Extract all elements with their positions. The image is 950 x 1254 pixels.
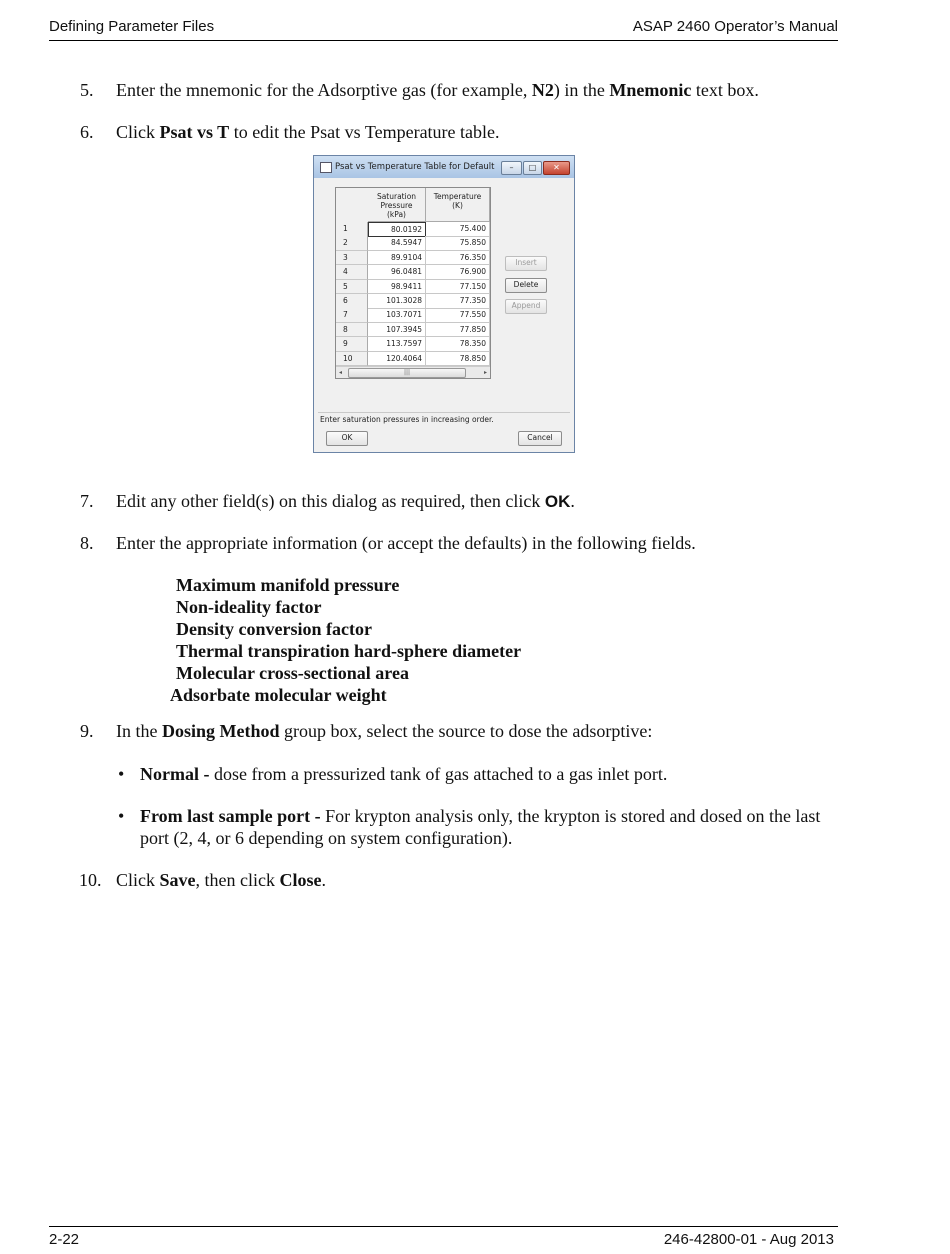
step-text: Enter the appropriate information (or accept the defaults) in the following fields. — [116, 533, 696, 553]
pressure-cell[interactable]: 96.0481 — [368, 265, 426, 280]
pressure-cell[interactable]: 103.7071 — [368, 308, 426, 323]
temperature-cell[interactable]: 78.850 — [426, 352, 490, 367]
insert-button[interactable]: Insert — [505, 256, 547, 271]
row-header[interactable]: 8 — [336, 323, 368, 338]
ok-button[interactable]: OK — [326, 431, 368, 446]
temperature-cell[interactable]: 76.900 — [426, 265, 490, 280]
temperature-cell[interactable]: 76.350 — [426, 251, 490, 266]
field-name: Thermal transpiration hard-sphere diameter — [176, 641, 522, 661]
row-header[interactable]: 7 — [336, 308, 368, 323]
bullet-dot: • — [118, 806, 125, 826]
psat-dialog — [313, 155, 575, 453]
pressure-cell[interactable]: 98.9411 — [368, 280, 426, 295]
pressure-cell[interactable]: 84.5947 — [368, 236, 426, 251]
field-name: Molecular cross-sectional area — [176, 663, 409, 683]
temperature-cell[interactable]: 77.550 — [426, 308, 490, 323]
window-icon — [320, 162, 332, 173]
column-header-temperature[interactable] — [426, 188, 490, 222]
page-header — [49, 16, 838, 41]
row-header[interactable]: 3 — [336, 251, 368, 266]
hint-text: Enter saturation pressures in increasing order. — [320, 415, 494, 424]
pressure-cell[interactable]: 80.0192 — [368, 222, 426, 237]
pressure-cell[interactable]: 107.3945 — [368, 323, 426, 338]
step-number: 9. — [80, 721, 94, 741]
step-text: Edit any other field(s) on this dialog as required, then click OK. — [116, 491, 575, 511]
bullet-text: Normal - dose from a pressurized tank of gas attached to a gas inlet port. — [140, 764, 668, 784]
delete-button[interactable]: Delete — [505, 278, 547, 293]
step-number: 8. — [80, 533, 94, 553]
table-corner — [336, 188, 369, 223]
step-number: 7. — [80, 491, 94, 511]
step-number: 10. — [79, 870, 102, 890]
page-number: 2-22 — [49, 1231, 80, 1248]
column-header-pressure[interactable] — [368, 188, 426, 222]
bullet-dot: • — [118, 764, 125, 784]
cancel-button[interactable]: Cancel — [518, 431, 562, 446]
pressure-cell[interactable]: 120.4064 — [368, 352, 426, 367]
temperature-cell[interactable]: 77.850 — [426, 323, 490, 338]
page-footer — [49, 1226, 838, 1252]
header-manual-title: ASAP 2460 Operator’s Manual — [632, 18, 838, 35]
minimize-icon[interactable]: – — [501, 161, 522, 175]
row-header[interactable]: 10 — [336, 352, 368, 367]
field-name: Non-ideality factor — [176, 597, 322, 617]
row-header[interactable]: 5 — [336, 280, 368, 295]
step-text: In the Dosing Method group box, select the source to dose the adsorptive: — [116, 721, 653, 741]
temperature-cell[interactable]: 77.150 — [426, 280, 490, 295]
step-number: 6. — [80, 122, 94, 142]
row-header[interactable]: 2 — [336, 236, 368, 251]
header-section-title: Defining Parameter Files — [49, 18, 215, 35]
row-header[interactable]: 9 — [336, 337, 368, 352]
pressure-cell[interactable]: 89.9104 — [368, 251, 426, 266]
dialog-title: Psat vs Temperature Table for Default — [335, 162, 495, 172]
pressure-cell[interactable]: 113.7597 — [368, 337, 426, 352]
header-line: (K) — [452, 201, 463, 210]
document-number: 246-42800-01 - Aug 2013 — [663, 1231, 834, 1248]
step-number: 5. — [80, 80, 94, 100]
close-icon[interactable]: ✕ — [543, 161, 570, 175]
append-button[interactable]: Append — [505, 299, 547, 314]
scroll-right-icon[interactable]: ▸ — [483, 369, 487, 376]
step-text: Click Save, then click Close. — [116, 870, 326, 890]
step-text: Click Psat vs T to edit the Psat vs Temperature table. — [116, 122, 500, 142]
divider — [318, 412, 570, 413]
step-text: Enter the mnemonic for the Adsorptive gas (for example, N2) in the Mnemonic text box. — [116, 80, 759, 100]
header-line: Pressure — [380, 201, 413, 210]
field-name: Adsorbate molecular weight — [170, 685, 387, 705]
row-header[interactable]: 4 — [336, 265, 368, 280]
temperature-cell[interactable]: 78.350 — [426, 337, 490, 352]
pressure-cell[interactable]: 101.3028 — [368, 294, 426, 309]
horizontal-scrollbar[interactable] — [336, 366, 490, 378]
header-line: Temperature — [433, 192, 482, 201]
temperature-cell[interactable]: 75.850 — [426, 236, 490, 251]
field-list — [170, 574, 521, 706]
maximize-icon[interactable]: □ — [523, 161, 542, 175]
row-header[interactable]: 1 — [336, 222, 368, 237]
bullet-text: From last sample port - For krypton analysis only, the krypton is stored and dosed on the last port (2, 4, or 6 depending on system configuration). — [140, 806, 821, 848]
temperature-cell[interactable]: 77.350 — [426, 294, 490, 309]
psat-table[interactable] — [335, 187, 491, 379]
field-name: Density conversion factor — [176, 619, 372, 639]
header-line: Saturation — [376, 192, 417, 201]
header-line: (kPa) — [387, 210, 406, 219]
row-header[interactable]: 6 — [336, 294, 368, 309]
temperature-cell[interactable]: 75.400 — [426, 222, 490, 237]
scroll-left-icon[interactable]: ◂ — [339, 369, 343, 376]
field-name: Maximum manifold pressure — [176, 575, 400, 595]
dialog-title-bar — [314, 156, 574, 178]
scroll-thumb[interactable]: ||| — [348, 368, 466, 378]
